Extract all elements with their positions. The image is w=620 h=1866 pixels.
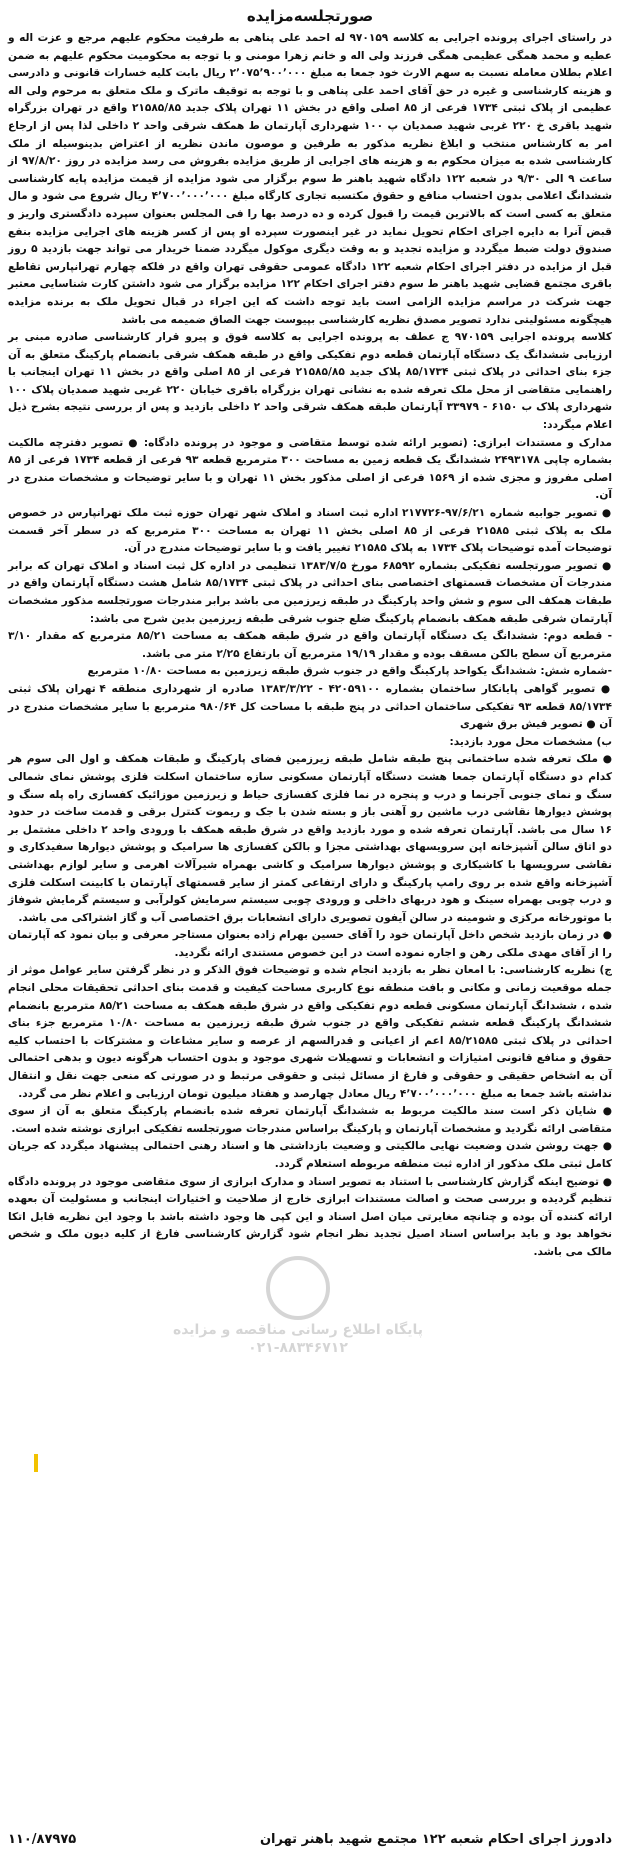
paragraph-building-description: ● ملک تعرفه شده ساختمانی پنج طبقه شامل طبقه زیرزمین فضای پارکینگ و طبقات همکف و اول الی سوم هر کدام دو دستگاه آپارتمان جمعا هشت دستگاه آپارتمان مسکونی سازه ساختمان اسکلت فلزی پوشش نمای شمالی سنگ و نمای جنوبی آجرنما و درب و پنجره در نما فلزی کفسازی حیاط و زیرزمین موزائیک کفسازی راه پله سنگ و پوشش دیوارها نقاشی درب ماشین رو آهنی باز و بسته شدن با جک و ریموت کنترل برقی و قدمت ساخت در حدود ۱۶ سال می باشد. آپارتمان تعرفه شده و مورد بازدید واقع در شرق طبقه همکف با ورودی واحد ۲ داخلی مشتمل بر دو اتاق سالن آشپزخانه اپن سرویسهای بهداشتی مجزا و بالکن کفسازی ها سرامیک و پوشش دیوارها سفیدکاری و نقاشی سرویسها با کاشیکاری و پوشش دیوارها سرامیک و کاشی بهمراه شیرآلات اهرمی و سایر لوازم بهداشتی آشپزخانه واقع شده بر روی رامپ پارکینگ و دارای ارتفاعی کمتر از سایر قسمتهای آپارتمان با کابینت اسکلت فلزی و درب چوبی بهمراه سینک و هود دربهای داخلی و ورودی چوبی سیستم سرمایش کولرآبی و سیستم گرمایش شوفاژ با موتورخانه مرکزی و شومینه در سالن آیفون تصویری دارای انشعابات برق اختصاصی آب و گاز اشتراکی می باشد.: [8, 753, 612, 924]
paragraph-partition-minutes: ● تصویر صورتجلسه تفکیکی بشماره ۶۸۵۹۲ مورخ ۱۳۸۳/۷/۵ تنظیمی در اداره کل ثبت اسناد و املاک تهران که برابر مندرجات آن مشخصات قسمتهای اختصاصی بنای احداثی در پلاک ثبتی ۸۵/۱۷۳۴ شامل هشت دستگاه آپارتمان واقع در طبقات همکف الی سوم و شش واحد پارکینگ در طبقه زیرزمین می باشد برابر مندرجات صورتجلسه مذکور مشخصات آپارتمان شرقی طبقه همکف بانضمام پارکینگ ضلع جنوب شرقی طبقه زیرزمین بدین شرح می باشد:: [8, 559, 613, 625]
paragraph-parking-six: -شماره شش: ششدانگ یکواحد پارکینگ واقع در جنوب شرق طبقه زیرزمین به مساحت ۱۰/۸۰ مترمربع: [87, 665, 612, 678]
notice-page: [8, 6, 612, 1850]
paragraph-site-heading: ب) مشخصات محل مورد بازدید:: [449, 735, 612, 748]
footer-code: ۱۱۰/۸۷۹۷۵: [8, 1831, 77, 1847]
watermark-text: پایگاه اطلاع رسانی مناقصه و مزایده: [172, 1322, 424, 1338]
watermark-emblem-icon: [266, 1256, 330, 1320]
notice-body: [8, 30, 612, 1262]
notice-footer: [8, 1828, 612, 1850]
watermark-phone: ۰۲۱-۸۸۳۴۶۷۱۲: [248, 1340, 348, 1356]
paragraph-case-intro: کلاسه پرونده اجرایی ۹۷۰۱۵۹ ج عطف به پرونده اجرایی به کلاسه فوق و پیرو قرار کارشناسی صادره مبنی بر ارزیابی ششدانگ یک دستگاه آپارتمان قطعه دوم تفکیکی واقع در طبقه همکف شرقی بانضمام پارکینگ متعلق به آن جزء بنای احداثی در پلاک ثبتی ۸۵/۱۷۳۴ پلاک جدید ۲۱۵۸۵/۸۵ فرعی از ۸۵ اصلی واقع در بخش ۱۱ تهران اینجانب با راهنمایی متقاضی از محل ملک تعرفه شده به نشانی تهران بزرگراه باقری خیابان ۲۲۰ غربی شهید صمدیان پلاک ۱۰۰ شهرداری پلاک ب ۶۱۵۰ - ۳۳۹۷۹ آپارتمان طبقه همکف شرقی واحد ۲ داخلی بازدید و پس از بررسی نتیجه بشرح ذیل اعلام میگردد:: [8, 331, 613, 432]
paragraph-completion-certificate: ● تصویر گواهی پایانکار ساختمان بشماره ۴۲۰۵۹۱۰۰ - ۱۳۸۳/۳/۲۲ صادره از شهرداری منطقه ۴ تهران پلاک ثبتی ۸۵/۱۷۳۴ قطعه ۹۳ تفکیکی ساختمان احداثی در پنج طبقه با مساحت کل ۹۸۰/۶۴ مترمربع با سایر مشخصات مندرج در آن ● تصویر فیش برق شهری: [8, 682, 612, 731]
paragraph-inquiry-note: ● جهت روشن شدن وضعیت نهایی مالکیتی و وضعیت بازداشتی ها و اسناد رهنی احتمالی پیشنهاد میگردد که جریان کامل ثبتی ملک مذکور از اداره ثبت منطقه مربوطه استعلام گردد.: [8, 1140, 612, 1170]
paragraph-ownership-note: ● شایان ذکر است سند مالکیت مربوط به ششدانگ آپارتمان تعرفه شده بانضمام پارکینگ متعلق به آن از سوی متقاضی ارائه نگردید و مشخصات آپارتمان و پارکینگ براساس مندرجات صورتجلسه تفکیکی ابرازی نوشته شده است.: [8, 1105, 612, 1135]
paragraph-expert-opinion: ج) نظریه کارشناسی: با امعان نظر به بازدید انجام شده و توضیحات فوق الذکر و در نظر گرفتن سایر عوامل موثر از جمله موقعیت زمانی و مکانی و بافت منطقه نوع کاربری مساحت کیفیت و قدمت بنای احداثی تحقیقات محلی انجام شده ، ششدانگ آپارتمان مسکونی قطعه دوم تفکیکی واقع در شرق طبقه همکف به مساحت ۸۵/۲۱ مترمربع بانضمام ششدانگ پارکینگ قطعه ششم تفکیکی واقع در جنوب شرق طبقه زیرزمین به مساحت ۱۰/۸۰ مترمربع جزء بنای احداثی در پلاک ثبتی ۸۵/۲۱۵۸۵ اعم از اعیانی و قدرالسهم از عرصه و سایر مشاعات و مشترکات با احتساب کلیه حقوق و منافع قانونی امتیازات و انشعابات و تسهیلات شهری موجود و بدون احتساب هرگونه دیون و بدهی احتمالی آن به اشخاص حقیقی و حقوقی و فارغ از مسائل ثبتی و حقوقی مرتبط و در صورتی که منعی جهت نقل و انتقال نداشته باشد جمعا به مبلغ ۴٬۷۰۰٬۰۰۰٬۰۰۰ ریال معادل چهارصد و هفتاد میلیون تومان ارزیابی و اعلام نظر می گردد.: [8, 964, 613, 1100]
paragraph-disclaimer: ● توضیح اینکه گزارش کارشناسی با استناد به تصویر اسناد و مدارک ابرازی از سوی متقاضی موجود در پرونده دادگاه تنظیم گردیده و بررسی صحت و اصالت مستندات ابرازی خارج از صلاحیت و اختیارات اینجانب و مسئولیت آن بعهده ارائه کننده آن بوده و چنانچه مغایرتی میان اصل اسناد و این کپی ها وجود داشته باشد با وجود این نظریه قابل اتکا نخواهد بود و باید براساس اسناد اصیل تجدید نظر انجام شود گزارش کارشناسی فارغ از کلیه دیون ملک و شخص مالک می باشد.: [8, 1175, 612, 1258]
paragraph-auction-terms: در راستای اجرای پرونده اجرایی به کلاسه ۹۷۰۱۵۹ له احمد علی پناهی به طرفیت محکوم علیهم مرجع و عزت اله و عطیه و محمد همگی عظیمی همگی فرزند ولی اله و خانم زهرا مومنی و با توجه به محکومیت محکوم علیهم به ضمن اعلام بطلان معامله نسبت به سهم الارث خود جمعا به مبلغ ۲٬۰۷۵٬۹۰۰٬۰۰۰ ریال بابت کلیه خسارات قانونی و دادرسی و هزینه کارشناسی و غیره در حق آقای احمد علی پناهی و با توجه به توقیف ماترک و ملک متعلق به مرحوم ولی اله عظیمی از پلاک ثبتی ۱۷۳۴ فرعی از ۸۵ اصلی واقع در بخش ۱۱ تهران پلاک جدید ۲۱۵۸۵/۸۵ واقع در تهران بزرگراه شهید باقری خ ۲۲۰ غربی شهید صمدیان پ ۱۰۰ شهرداری آپارتمان ط همکف شرقی واحد ۲ داخلی لذا پس از ارجاع امر به کارشناس منتخب و ابلاغ نظریه مذکور به طرفین و موصون ماندن نظریه از اعتراض بدینوسیله از ملک کارشناسی شده به میزان محکوم به و هزینه های اجرایی از طریق مزایده بفروش می رسد مزایده در روز ۹۷/۸/۲۰ از ساعت ۹ الی ۹/۳۰ در شعبه ۱۲۲ دادگاه شهید باهنر ط سوم برگزار می شود مزایده از قیمت مزایده پایه کارشناسی ششدانگ اعلامی بدون احتساب منافع و حقوق مکتسبه تجاری کارگاه مبلغ ۴٬۷۰۰٬۰۰۰٬۰۰۰ ریال شروع می شود و مال متعلق به کسی است که بالاترین قیمت را قبول کرده و ده درصد بها را فی المجلس بعنوان سپرده دادگستری واریز و قبض آنرا به دایره اجرای احکام تحویل نماید در غیر اینصورت سپرده او پس از کسر هزینه های اجرایی مزایده بنفع صندوق دولت ضبط میگردد و مزایده تجدید و به وقت دیگری موکول میگردد ضمنا خریدار می تواند جهت بازدید ۵ روز قبل از مزایده در دفتر اجرای احکام شعبه ۱۲۲ دادگاه عمومی حقوقی تهران واقع در فلکه چهارم تهرانپارس تقاطع باقری مجتمع قضایی شهید باهنر ط سوم دفتر اجرای احکام ۱۲۲ مزایده برگزار می شود داشتن کارت شناسایی معتبر جهت شرکت در مراسم مزایده الزامی است باید توجه داشت که این اجراء در قبال تحویل ملک به برنده مزایده هیچگونه مسئولیتی ندارد تصویر مصدق نظریه کارشناسی بپیوست جهت الصاق ضمیمه می باشد: [8, 32, 613, 326]
footer-signature: دادورز اجرای احکام شعبه ۱۲۲ مجتمع شهید باهنر تهران: [259, 1831, 612, 1847]
watermark: [128, 1256, 468, 1356]
paragraph-documents: مدارک و مستندات ابرازی: (تصویر ارائه شده توسط متقاضی و موجود در پرونده دادگاه: ● تصویر دفترچه مالکیت بشماره چاپی ۲۴۹۳۱۷۸ ششدانگ یک قطعه زمین به مساحت ۳۰۰ مترمربع قطعه ۹۳ فرعی از قطعه ۱۷۳۴ فرعی از ۸۵ اصلی مفروز و مجزی شده از ۱۵۶۹ فرعی از اصلی مذکور بخش ۱۱ تهران و با سایر توضیحات و مشخصات مندرج در آن.: [8, 436, 613, 502]
highlight-mark: [34, 1454, 38, 1472]
paragraph-unit-two: - قطعه دوم: ششدانگ یک دستگاه آپارتمان واقع در شرق طبقه همکف به مساحت ۸۵/۲۱ مترمربع که مقدار ۳/۱۰ مترمربع آن سطح بالکن مسقف بوده و مقدار ۱۹/۱۹ مترمربع آن بارتفاع ۲/۲۵ متر می باشد.: [8, 630, 612, 660]
paragraph-registry-reply: ● تصویر جوابیه شماره ۹۷/۶/۲۱-۲۱۷۷۲۶ اداره ثبت اسناد و املاک شهر تهران حوزه ثبت ملک تهرانپارس در خصوص ملک به پلاک ثبتی ۲۱۵۸۵ فرعی از ۸۵ اصلی بخش ۱۱ تهران به مساحت ۳۰۰ مترمربع که در سطر آخر قسمت توضیحات آمده توضیحات پلاک ۱۷۳۴ به پلاک ۲۱۵۸۵ تغییر یافت و با سایر توضیحات مندرج در آن.: [8, 507, 612, 555]
paragraph-occupant: ● در زمان بازدید شخص داخل آپارتمان خود را آقای حسین بهرام زاده بعنوان مستاجر معرفی و بیان نمود که آپارتمان را از آقای مهدی ملکی رهن و اجاره نموده است در این خصوص مستندی ارائه نگردید.: [8, 929, 612, 959]
notice-title: صورتجلسه‌مزایده: [246, 7, 374, 25]
